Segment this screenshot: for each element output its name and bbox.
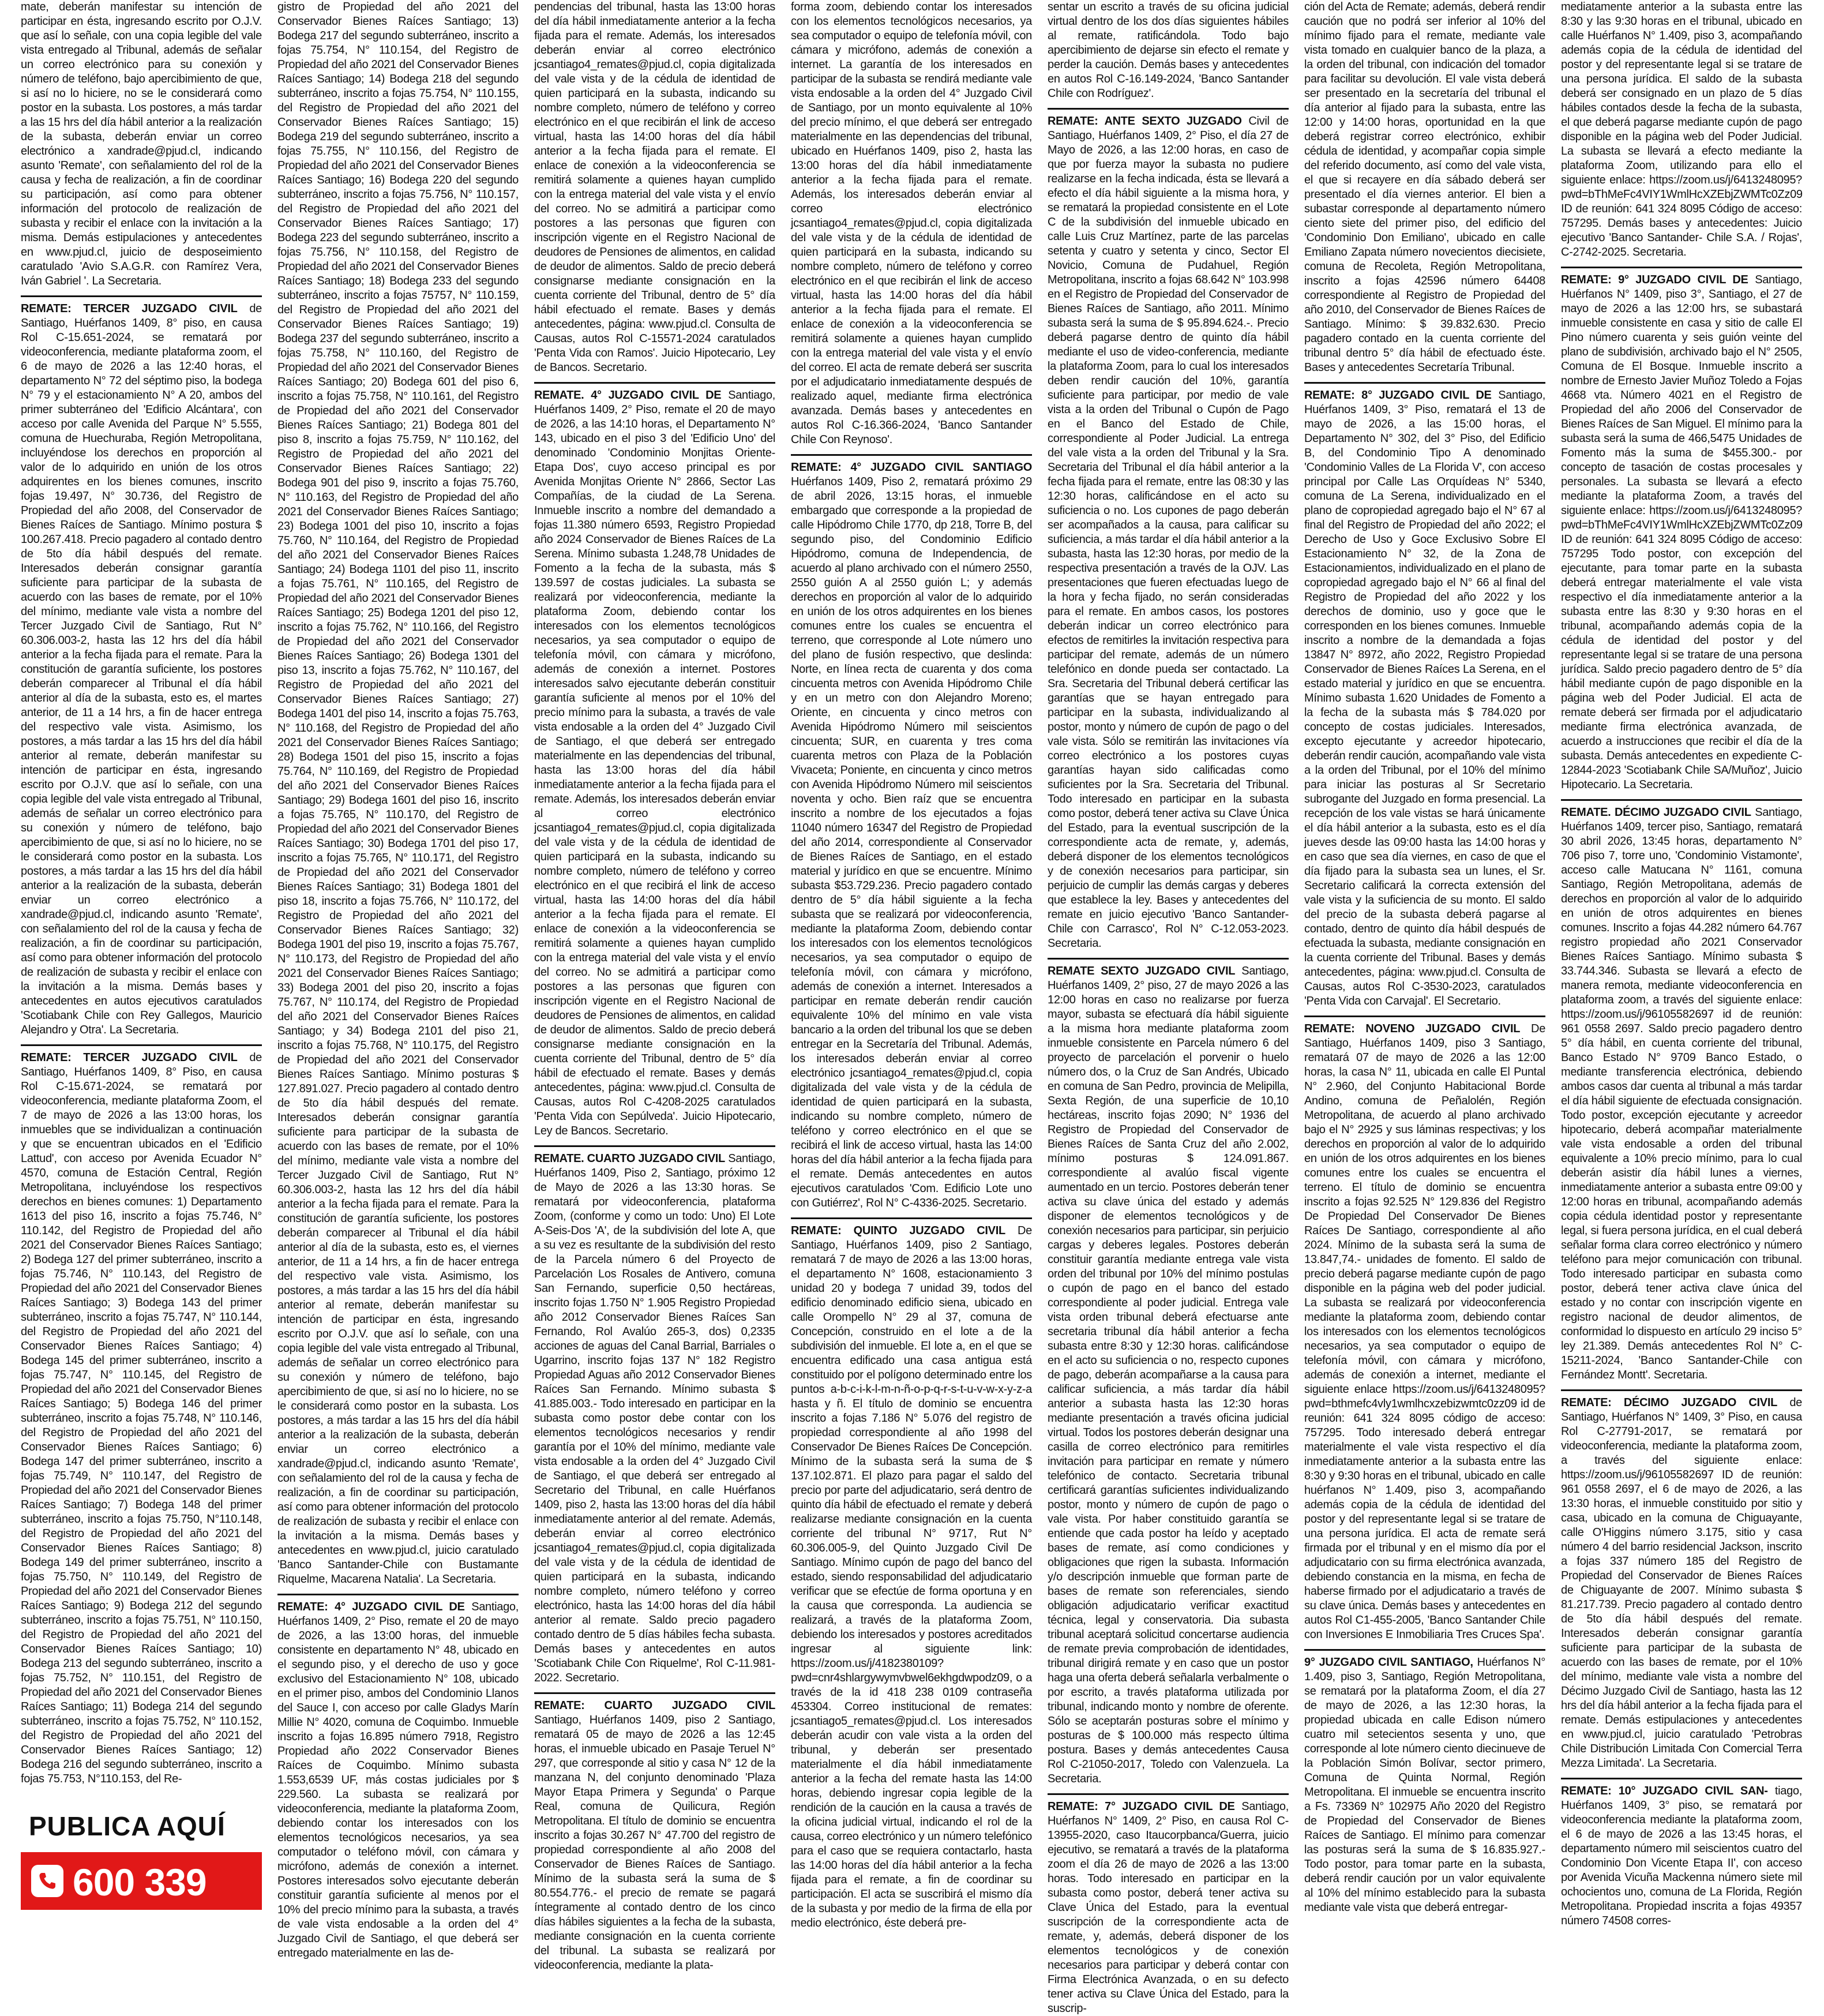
ad-heading: REMATE: TERCER JUZGADO CIVIL [21, 302, 238, 315]
ad-body: Santiago, Huérfanos 1409, piso 2 Santiago, rematará 05 de mayo de 2026 a las 12:45 horas, el inmueble ubicado en Pasaje Teruel N° 297, que corresponde al sitio y casa N° 12 de la manzana N, del conjunto denominado 'Plaza Mayor Etapa Primera y Segunda' o Parque Real, comuna de Quilicura, Región Metropolitana. El título de dominio se encuentra inscrito a fojas 30.267 N° 47.700 del registro de propiedad correspondiente al año 2008 del Conservador de Bienes Raíces de Santiago. Mínimo de la subasta será la suma de $ 80.554.776.- el precio de remate se pagará íntegramente al contado dentro de los cinco días hábiles siguientes a la fecha de la subasta, mediante consignación en la cuenta corriente del tribunal. La subasta se realizará por videoconferencia, mediante la plata- [534, 1714, 775, 1972]
ad-body: Santiago, Huérfanos 1409, 2° piso, 27 de mayo 2026 a las 12:00 horas en caso no realizarse por fuerza mayor, subasta se efectuará día hábil siguiente a la misma hora mediante plataforma zoom inmueble consistente en Parcela número 6 del proyecto de parcelación el porvenir o huelo número dos, o la Cruz de San Andrés, Ubicado en comuna de San Pedro, provincia de Melipilla, Sexta Región, de una superficie de 10,10 hectáreas, inscrito fojas 2090; N° 1936 del Registro de Propiedad del Conservador de Bienes Raíces de Santa Cruz del año 2.002, mínimo posturas $ 124.091.867. correspondiente al avalúo fiscal vigente aumentado en un tercio. Postores deberán tener activa su clave única del estado y además disponer de elementos tecnológicos y de conexión necesarios para participar, sin perjuicio cargas y deberes legales. Postores deberán constituir garantía mediante entrega vale vista orden del tribunal por 10% del mínimo postulas o cupón de pago en el banco del estado correspondiente al poder judicial. Entrega vale vista orden tribunal deberá efectuarse ante secretaria tribunal día hábil anterior a fecha subasta entre 8:30 y 12:30 horas. calificándose en el acto su suficiencia o no, respecto cupones de pago, deberán acompañarse a la causa para calificar suficiencia, a más tardar día hábil anterior a subasta hasta las 12:30 horas mediante presentación a través oficina judicial virtual. Todos los postores deberán designar una casilla de correo electrónico para remitirles invitación para participar en remate y número telefónico de contacto. Secretaria tribunal certificará garantías suficientes individualizando postor, monto y número de cupón de pago o vale vista. Por haber constituido garantía se entiende que cada postor ha leído y aceptado bases de remate, así como condiciones y obligaciones que rigen la subasta. Información y/o descripción inmueble que forman parte de bases de remate son referenciales, siendo obligación adjudicatario verificar exactitud técnica, legal y conservatoria. Dia subasta tribunal aceptará solicitud concertarse audiencia de remate previa comprobación de identidades, tribunal dirigirá remate y en caso que un postor haga una oferta deberá señalarla verbalmente o por escrito, a través plataforma utilizada por tribunal, indicando monto y nombre de oferente. Sólo se aceptarán posturas sobre el mínimo y posturas de $ 100.000 más respecto última postura. Bases y demás antecedentes Causa Rol C-21050-2017, Toledo con Valenzuela. La Secretaria. [1048, 965, 1289, 1785]
column-7 [1561, 0, 1802, 1931]
promo-phone-number[interactable]: 600 339 6000 [73, 1861, 207, 1947]
classified-ad [1048, 114, 1289, 951]
classified-ad [1048, 1800, 1289, 2016]
classified-ad [1561, 0, 1802, 260]
ad-divider [21, 1044, 262, 1046]
classified-ad [1304, 0, 1545, 375]
ad-divider [534, 1692, 775, 1694]
classified-ad [1048, 964, 1289, 1786]
ad-body: Santiago, Huérfanos 1409, 3° Piso, rematará el 13 de mayo de 2026, a las 15:00 horas, el Departamento N° 302, del 3° Piso, del Edificio B, del Condominio Tipo A denominado 'Condominio Valles de La Florida V', con acceso principal por Calle Las Orquídeas N° 5340, comuna de La Serena, individualizado en el plano de copropiedad agregado bajo el N° 67 al final del Registro de Propiedad del año 2022; el Derecho de Uso y Goce Exclusivo Sobre El Estacionamiento N° 32, de la Zona de Estacionamientos, individualizado en el plano de copropiedad agregado bajo el N° 66 al final del Registro de Propiedad del año 2022 y los derechos de dominio, uso y goce que le corresponden en los bienes comunes. Inmueble inscrito a nombre de la demandada a fojas 13847 N° 8972, año 2022, Registro Propiedad Conservador de Bienes Raíces La Serena, en el estado material y jurídico en que se encuentra. Mínimo subasta 1.620 Unidades de Fomento a la fecha de la subasta más $ 784.020 por concepto de costas judiciales. Interesados, excepto ejecutante y acreedor hipotecario, deberán rendir caución, acompañando vale vista a la orden del Tribunal, por el 10% del mínimo para iniciar las posturas al Sr Secretario subrogante del Juzgado en forma presencial. La recepción de los vale vistas se hará únicamente el día hábil anterior a la subasta, esto es el día jueves desde las 09:00 hasta las 14:00 horas y en caso que sea día viernes, en caso de que el día fijado para la subasta sea un lunes, el Sr. Secretario calificará la correcta extensión del vale vista y la suficiencia de su monto. El saldo del precio de la subasta deberá pagarse al contado, dentro de quinto día hábil después de efectuada la subasta, mediante consignación en la cuenta corriente del Tribunal. Bases y demás antecedentes, página: www.pjud.cl. Consulta de Causas, autos Rol C-3530-2023, caratulados 'Penta Vida con Carvajal'. El Secretario. [1304, 389, 1545, 1007]
ad-divider [534, 382, 775, 384]
classified-ad [534, 388, 775, 1138]
ad-divider [1048, 1793, 1289, 1795]
ad-heading: REMATE: ANTE SEXTO JUZGADO [1048, 115, 1242, 128]
ad-body: De Santiago, Huérfanos 1409, piso 2 Santiago, rematará 7 de mayo de 2026 a las 13:00 horas, el departamento N° 1608, estacionamiento 3 unidad 20 y bodega 7 unidad 39, todos del edificio denominado edificio siena, ubicado en calle Orompello N° 29 al 37, comuna de Concepción, construido en el lote a de la subdivisión del inmueble. El lote a, en el que se encuentra edificado una casa antigua está constituido por el polígono determinado entre los puntos a-b-c-i-k-l-m-n-ñ-o-p-q-r-s-t-u-v-w-x-y-z-a hasta y ñ. El título de dominio se encuentra inscrito a fojas 7.186 N° 5.076 del registro de propiedad correspondiente al año 1998 del Conservador De Bienes Raíces De Concepción. Mínimo de la subasta será la suma de $ 137.102.871. El plazo para pagar el saldo del precio por parte del adjudicatario, será dentro de quinto día hábil de efectuado el remate y deberá realizarse mediante consignación en la cuenta corriente del tribunal N° 9717, Rut N° 60.306.005-9, del Quinto Juzgado Civil De Santiago. Mínimo cupón de pago del banco del estado, siendo responsabilidad del adjudicatario verificar que se efectúe de forma oportuna y en la causa que corresponda. La audiencia se realizará, a través de la plataforma Zoom, debiendo los interesados y postores acreditados ingresar al siguiente link: https://zoom.us/j/4182380109?pwd=cnr4shlargywymvbwel6ekhgdwpodz09, o a través de la id 418 238 0109 contraseña 453304. Correo institucional de remates: jcsantiago5_remates@pjud.cl. Los interesados deberán acudir con vale vista a la orden del tribunal, y deberán ser presentado materialmente el día hábil inmediatamente anterior a la fecha del remate hasta las 14:00 horas, debiendo ingresar copia legible de la rendición de la caución en la causa a través de la oficina judicial virtual, indicando el rol de la causa, correo electrónico y un número telefónico para el caso que se requiera contactarlo, hasta las 14:00 horas del día hábil anterior a la fecha fijada para el remate, a fin de coordinar su participación. El acta se suscribirá el mismo día de la subasta y por medio de la firma de ella por medio electrónico, éste deberá pre- [791, 1224, 1032, 1929]
ad-body: de Santiago, Huérfanos 1409, 8° Piso, en causa Rol C-15.671-2024, se rematará por videoconferencia, mediante plataforma Zoom, el 7 de mayo de 2026 a las 13:00 horas, los inmuebles que se individualizan a continuación y que se encuentran ubicados en el 'Edificio Lattud', con acceso por Avenida Ecuador N° 4570, comuna de Estación Central, Región Metropolitana, incluyéndose los respectivos derechos en bienes comunes: 1) Departamento 1613 del piso 16, inscrito a fojas 75.746, N° 110.142, del Registro de Propiedad del año 2021 del Conservador Bienes Raíces Santiago; 2) Bodega 127 del primer subterráneo, inscrito a fojas 75.746, N° 110.143, del Registro de Propiedad del año 2021 del Conservador Bienes Raíces Santiago; 3) Bodega 143 del primer subterráneo, inscrito a fojas 75.747, N° 110.144, del Registro de Propiedad del año 2021 del Conservador Bienes Raíces Santiago; 4) Bodega 145 del primer subterráneo, inscrito a fojas 75.747, N° 110.145, del Registro de Propiedad del año 2021 del Conservador Bienes Raíces Santiago; 5) Bodega 146 del primer subterráneo, inscrito a fojas 75.748, N° 110.146, del Registro de Propiedad del año 2021 del Conservador Bienes Raíces Santiago; 6) Bodega 147 del primer subterráneo, inscrito a fojas 75.749, N° 110.147, del Registro de Propiedad del año 2021 del Conservador Bienes Raíces Santiago; 7) Bodega 148 del primer subterráneo, inscrito a fojas 75.750, N°110.148, del Registro de Propiedad del año 2021 del Conservador Bienes Raíces Santiago; 8) Bodega 149 del primer subterráneo, inscrito a fojas 75.750, N° 110.149, del Registro de Propiedad del año 2021 del Conservador Bienes Raíces Santiago; 9) Bodega 212 del segundo subterráneo, inscrito a fojas 75.751, N° 110.150, del Registro de Propiedad del año 2021 del Conservador Bienes Raíces Santiago; 10) Bodega 213 del segundo subterráneo, inscrito a fojas 75.752, N° 110.151, del Registro de Propiedad del año 2021 del Conservador Bienes Raíces Santiago; 11) Bodega 214 del segundo subterráneo, inscrito a fojas 75.752, N° 110.152, del Registro de Propiedad del año 2021 del Conservador Bienes Raíces Santiago; 12) Bodega 216 del segundo subterráneo, inscrito a fojas 75.753, N°110.153, del Re- [21, 1051, 262, 1785]
classified-ad [1048, 0, 1289, 101]
classified-ad [21, 0, 262, 288]
ad-divider [1048, 108, 1289, 110]
ad-divider [277, 1594, 519, 1595]
classified-ad [791, 460, 1032, 1211]
ad-divider [1304, 1016, 1545, 1017]
ad-divider [1304, 382, 1545, 384]
ad-body: Santiago, Huérfanos N° 1409, 2° Piso, en causa Rol C-13955-2020, caso Itaucorpbanca/Guerra, juicio ejecutivo, se rematará a través de la plataforma zoom el día 26 de mayo de 2026 a las 13:00 horas. Todo interesado en participar en la subasta como postor, deberá tener activa su Clave Única del Estado, para la eventual suscripción de la correspondiente acta de remate, y, además, deberá disponer de los elementos tecnológicos y de conexión necesarios para participar y deberá contar con Firma Electrónica Avanzada, o en su defecto tener activa su Clave Única del Estado, para la suscrip- [1048, 1800, 1289, 2015]
ad-divider [534, 1145, 775, 1147]
ad-body: Santiago, Huérfanos N° 1409, piso 3°, Santiago, el 27 de mayo de 2026 a las 12:00 hrs, se subastará inmueble consistente en casa y sitio de calle El Pino número cuarenta y seis guión veinte del plano de subdivisión, archivado bajo el N° 2505, Comuna de El Bosque. Inmueble inscrito a nombre de Ernesto Javier Muñoz Toledo a Fojas 4668 vta. Número 4021 en el Registro de Propiedad del año 2006 del Conservador de Bienes Raíces de San Miguel. El mínimo para la subasta será la suma de 466,5475 Unidades de Fomento más la suma de $455.300.- por concepto de tasación de costas procesales y personales. La subasta se llevará a efecto mediante la plataforma Zoom, a través del siguiente enlace: https://zoom.us/j/6413248095?pwd=bThMeFc4VIY1WmlHcXZEbjZWMTc0Zz09 ID de reunión: 641 324 8095 Código de acceso: 757295 Todo postor, con excepción del ejecutante, para tomar parte en la subasta deberá entregar materialmente el vale vista respectivo el día inmediatamente anterior a la subasta entre las 8:30 y 9:30 horas en el tribunal, acompañando además copia de la cédula de identidad del postor y del representante legal si se tratare de una persona jurídica. Saldo precio pagadero dentro de 5° día hábil mediante cupón de pago disponible en la página web del Poder Judicial. El acta de remate deberá ser firmada por el adjudicatario mediante firma electrónica avanzada, de acuerdo a instrucciones que recibir el día de la subasta. Demás antecedentes en expediente C-12844-2023 'Scotiabank Chile SA/Muñoz', Juicio Hipotecario. La Secretaria. [1561, 273, 1803, 791]
ad-body: forma zoom, debiendo contar los interesados con los elementos tecnológicos necesarios, ya sea computador o equipo de telefonía móvil, con cámara y micrófono, además de conexión a internet. La garantía de los interesados en participar de la subasta se rendirá mediante vale vista endosable a la orden del 4° Juzgado Civil de Santiago, por un monto equivalente al 10% del precio mínimo, el que deberá ser entregado materialmente en las dependencias del tribunal, ubicado en Huérfanos 1409, piso 2, hasta las 13:00 horas del día hábil inmediatamente anterior a la fecha fijada para el remate. Además, los interesados deberán enviar al correo electrónico jcsantiago4_remates@pjud.cl, copia digitalizada del vale vista y de la cédula de identidad de quien participará en la subasta, indicando su nombre completo, número de teléfono y correo electrónico en el que recibirán el link de acceso virtual, hasta las 14:00 horas del día hábil anterior a la fecha fijada para el remate. El enlace de conexión a la videoconferencia se remitirá solamente a quienes hayan cumplido con la entrega material del vale vista y el envío del correo. El acta de remate deberá ser suscrita por el adjudicatario inmediatamente después de realizado aquel, mediante firma electrónica avanzada. Demás bases y antecedentes en autos Rol C-16.366-2024, 'Banco Santander Chile Con Reynoso'. [791, 1, 1032, 446]
classified-ad [21, 302, 262, 1037]
column-2 [277, 0, 519, 1959]
ad-divider [1561, 799, 1802, 801]
ad-body: Santiago, Huérfanos 1409, Piso 2, Santiago, próximo 12 de Mayo de 2026 a las 13:30 horas. Se rematará por videoconferencia, plataforma Zoom, (conforme y como un todo: Uno) El Lote A-Seis-Dos 'A', de la subdivisión del lote A, que a su vez es resultante de la subdivisión del resto de la Parcela número 6 del Proyecto de Parcelación Los Rosales de Antivero, comuna San Fernando, superficie 0,50 hectáreas, inscrito fojas 1.750 N° 1.905 Registro Propiedad año 2012 Conservador Bienes Raíces San Fernando, Rol Avalúo 265-3, dos) 0,2335 acciones de aguas del Canal Barrial, Barriales o Ugarrino, inscrito fojas 137 N° 182 Registro Propiedad Aguas año 2012 Conservador Bienes Raíces San Fernando. Mínimo subasta $ 41.885.003.- Todo interesado en participar en la subasta como postor debe contar con los elementos tecnológicos necesarios y rendir garantía por el 10% del mínimo, mediante vale vista endosable a la orden del 4° Juzgado Civil de Santiago, el que deberá ser entregado al Secretario del Tribunal, en calle Huérfanos 1409, piso 2, hasta las 13:00 horas del día hábil inmediatamente anterior al del remate. Además, deberán enviar al correo electrónico jcsantiago4_remates@pjud.cl, copia digitalizada del vale vista y de la cédula de identidad de quien participará en la subasta, indicando nombre completo, número teléfono y correo electrónico, hasta las 14:00 horas del día hábil anterior al remate. Saldo precio pagadero contado dentro de 5 días hábiles fecha subasta. Demás bases y antecedentes en autos 'Scotiabank Chile Con Riquelme', Rol C-11.981-2022. Secretario. [534, 1152, 775, 1684]
classified-ad [1561, 805, 1802, 1382]
classified-ad [1304, 388, 1545, 1009]
classified-ad [277, 0, 519, 1587]
ad-heading: REMATE. CUARTO JUZGADO CIVIL [534, 1152, 725, 1165]
ad-heading: REMATE. 4° JUZGADO CIVIL DE [534, 389, 722, 402]
classified-ad [791, 1224, 1032, 1931]
classified-ad [21, 1051, 262, 1786]
ad-heading: REMATE. DÉCIMO JUZGADO CIVIL [1561, 806, 1751, 819]
column-6 [1304, 0, 1545, 1931]
classified-ad [277, 1600, 519, 1961]
ad-body: Santiago, Huérfanos 1409, 2° Piso, remate el 20 de mayo de 2026, a las 14:10 horas, el Departamento N° 143, ubicado en el piso 3 del 'Edificio Uno' del denominado 'Condominio Monjitas Oriente-Etapa Dos', cuyo acceso principal es por Avenida Monjitas Oriente N° 2866, Sector Las Compañías, de la ciudad de La Serena. Inmueble inscrito a nombre del demandado a fojas 11.380 número 6593, Registro Propiedad año 2024 Conservador de Bienes Raíces de La Serena. Mínimo subasta 1.248,78 Unidades de Fomento a la fecha de la subasta, más $ 139.597 de costas judiciales. La subasta se realizará por videoconferencia, mediante la plataforma Zoom, debiendo contar los interesados con los elementos tecnológicos necesarios, ya sea computador o equipo de telefonía móvil, con cámara y micrófono, además de conexión a internet. Postores interesados salvo ejecutante deberán constituir garantía suficiente al menos por el 10% del precio mínimo para la subasta, a través de vale vista endosable a la orden del 4° Juzgado Civil de Santiago, el que deberá ser entregado materialmente en las dependencias del tribunal, hasta las 13:00 horas del día hábil inmediatamente anterior a la fecha fijada para el remate. Además, los interesados deberán enviar al correo electrónico jcsantiago4_remates@pjud.cl, copia digitalizada del vale vista y de la cédula de identidad de quien participará en la subasta, indicando su nombre completo, número de teléfono y correo electrónico en el que recibirá el link de acceso virtual, hasta las 14:00 horas del día hábil anterior a la fecha fijada para el remate. El enlace de conexión a la videoconferencia se remitirá solamente a quienes hayan cumplido con la entrega material del vale vista y el envío del correo. No se admitirá a participar como postores a las personas que figuren con inscripción vigente en el Registro Nacional de deudores de Pensiones de alimentos, en calidad de deudor de alimentos. Saldo de precio deberá consignarse mediante consignación en la cuenta corriente del Tribunal, dentro de 5° día hábil de efectuado el remate. Bases y demás antecedentes, página: www.pjud.cl. Consulta de Causas, autos Rol C-4208-2025 caratulados 'Penta Vida con Sepúlveda'. Juicio Hipotecario, Ley de Bancos. Secretario. [534, 389, 775, 1137]
publish-here-ad[interactable] [21, 1805, 262, 1947]
ad-body: De Santiago, Huérfanos 1409, piso 3 Santiago, rematará 07 de mayo de 2026 a las 12:00 horas, la casa N° 11, ubicada en calle El Puntal N° 2.960, del Conjunto Habitacional Borde Andino, comuna de Peñalolén, Región Metropolitana, de acuerdo al plano archivado bajo el N° 2925 y sus láminas respectivas; y los derechos en proporción al valor de lo adquirido en unión de los otros adquirentes en los bienes comunes entre los cuales se encuentra el terreno. El título de dominio se encuentra inscrito a fojas 92.525 N° 129.836 del Registro De Propiedad Del Conservador De Bienes Raíces De Santiago, correspondiente al año 2024. Mínimo de la subasta será la suma de 13.847,74.- unidades de fomento. El saldo de precio deberá pagarse mediante cupón de pago disponible en la página web del poder judicial. La subasta se realizará por videoconferencia mediante la plataforma zoom, debiendo contar los interesados con los elementos tecnológicos necesarios, ya sea computador o equipo de telefonía móvil, con cámara y micrófono, además de conexión a internet, mediante el siguiente enlace https://zoom.us/j/6413248095?pwd=bthmefc4vly1wmlhcxzebizwmtc0zz09 id de reunión: 641 324 8095 código de acceso: 757295. Todo interesado deberá entregar materialmente el vale vista respectivo el día inmediatamente anterior a la subasta entre las 8:30 y 9:30 horas en el tribunal, ubicado en calle huérfanos N° 1.409, piso 3, acompañando además copia de la cédula de identidad del postor y del representante legal si se tratare de una persona jurídica. El acta de remate será firmada por el tribunal y en el mismo día por el adjudicatario con su firma electrónica avanzada, debiendo constancia en la misma, en fecha de haberse firmado por el adjudicatario a través de su clave única. Demás bases y antecedentes en autos Rol C1-455-2005, 'Banco Santander Chile con Inversiones E Inmobiliaria Tres Cruces Spa'. [1304, 1022, 1546, 1641]
ad-divider [1561, 267, 1802, 268]
classified-ad [1561, 1396, 1802, 1771]
ad-body: Santiago, Huérfanos 1409, 2° Piso, remate el 20 de mayo de 2026, a las 13:00 horas, del inmueble consistente en departamento N° 48, ubicado en el segundo piso, y el derecho de uso y goce exclusivo del Estacionamiento N° 108, ubicado en el primer piso, ambos del Condominio Llanos del Sauce I, con acceso por calle Gladys Marín Millie N° 4020, comuna de Coquimbo. Inmueble inscrito a fojas 16.895 número 7918, Registro Propiedad año 2022 Conservador Bienes Raíces de Coquimbo. Mínimo subasta 1.553,6539 UF, más costas judiciales por $ 229.560. La subasta se realizará por videoconferencia, mediante la plataforma Zoom, debiendo contar los interesados con los elementos tecnológicos necesarios, ya sea computador o teléfono móvil, con cámara y micrófono, además de conexión a internet. Postores interesados solvo ejecutante deberán constituir garantía suficiente al menos por el 10% del precio mínimo para la subasta, a través de vale vista endosable a la orden del 4° Juzgado Civil de Santiago, el que deberá ser entregado materialmente en las de- [277, 1601, 519, 1959]
ad-divider [21, 295, 262, 297]
ad-body: de Santiago, Huérfanos 1409, 8° piso, en causa Rol C-15.651-2024, se rematará por videoconferencia, mediante plataforma zoom, el 6 de mayo de 2026 a las 12:40 horas, el departamento N° 72 del séptimo piso, la bodega N° 79 y el estacionamiento N° A 20, ambos del primer subterráneo del 'Edificio Alcántara', con acceso por calle Avenida del Parque N° 5.555, comuna de Huechuraba, Región Metropolitana, incluyéndose los derechos en proporción al valor de lo adquirido en unión de los otros adquirentes en los bienes comunes, inscrito fojas 19.497, N° 30.736, del Registro de Propiedad del año 2008, del Conservador de Bienes Raíces de Santiago. Mínimo postura $ 100.267.418. Precio pagadero al contado dentro de 5to día hábil después del remate. Interesados deberán consignar garantía suficiente para participar de la subasta de acuerdo con las bases de remate, por el 10% del mínimo, mediante vale vista a nombre del Tercer Juzgado Civil de Santiago, Rut N° 60.306.003-2, hasta las 12 hrs del día hábil anterior a la fecha fijada para el remate. Para la constitución de garantía suficiente, los postores deberán comparecer al Tribunal el día hábil anterior al día de la subasta, esto es, el martes anterior, de 11 a 14 hrs, a fin de hacer entrega del respectivo vale vista. Asimismo, los postores, a más tardar a las 15 hrs del día hábil anterior al remate, deberán manifestar su intención de participar en ésta, ingresando escrito por O.J.V. que así lo señale, con una copia legible del vale vista entregado al Tribunal, además de señalar un correo electrónico para su conexión y número de teléfono, bajo apercibimiento de que, si así no lo hiciere, no se le considerará como postor en la subasta. Los postores, a más tardar a las 15 hrs del día hábil anterior a la realización de la subasta, deberán enviar un correo electrónico a xandrade@pjud.cl, indicando asunto 'Remate', con señalamiento del rol de la causa y fecha de realización, a fin de coordinar su participación, así como para obtener información del protocolo de realización de subasta y recibir el enlace con la invitación a la misma. Demás bases y antecedentes en autos ejecutivos caratulados 'Scotiabank Chile con Rey Gallegos, Mauricio Alejandro y Otra'. La Secretaria. [21, 302, 262, 1036]
ad-divider [1561, 1389, 1802, 1391]
classified-ad [1304, 1022, 1545, 1642]
ad-heading: REMATE: CUARTO JUZGADO CIVIL [534, 1699, 775, 1712]
classified-ad [534, 1152, 775, 1685]
ad-body: Santiago, Huérfanos 1409, tercer piso, Santiago, rematará 30 abril 2026, 13:45 horas, departamento N° 706 piso 7, torre uno, 'Condominio Vistamonte', acceso calle Matucana N° 1161, comuna Santiago, Región Metropolitana, además de derechos en proporción al valor de lo adquirido en unión de otros adquirentes en bienes comunes. Inscrito a fojas 44.282 número 64.767 registro propiedad año 2021 Conservador Bienes Raíces Santiago. Mínimo subasta $ 33.744.346. Subasta se llevará a efecto de manera remota, mediante videoconferencia en plataforma zoom, a través del siguiente enlace: https://zoom.us/j/96105582697 id de reunión: 961 0558 2697. Saldo precio pagadero dentro 5° día hábil, en cuenta corriente del tribunal, Banco Estado N° 9709 Banco Estado, o mediante transferencia electrónica, debiendo ambos casos dar cuenta al tribunal a más tardar el día hábil siguiente de efectuada consignación. Todo postor, excepción ejecutante y acreedor hipotecario, deberá acompañar materialmente vale vista endosable a orden del tribunal equivalente a 10% precio mínimo, para lo cual deberán asistir día hábil lunes a viernes, inmediatamente anterior a subasta entre 09:00 y 12:00 horas en tribunal, acompañando además copia cédula identidad postor y representante legal, si fuera persona jurídica, en el cual deberá señalar forma clara correo electrónico y número teléfono para mejor comunicación con tribunal. Todo interesado participar en subasta como postor, deberá tener activa clave única del estado y no contar con inscripción vigente en registro nacional de deudor alimentos, de conformidad lo dispuesto en artículo 29 inciso 5° ley 21.389. Demás antecedentes Rol N° C-15211-2024, 'Banco Santander-Chile con Fernández Montt'. Secretaria. [1561, 806, 1802, 1381]
phone-icon [31, 1865, 63, 1897]
ad-heading: REMATE: NOVENO JUZGADO CIVIL [1304, 1022, 1521, 1035]
ad-heading: REMATE: 10° JUZGADO CIVIL SAN- [1561, 1785, 1768, 1797]
ad-divider [791, 454, 1032, 456]
promo-phone-bar[interactable] [21, 1852, 262, 1947]
ad-body: de Santiago, Huérfanos N° 1409, 3° Piso, en causa Rol C-27791-2017, se rematará por videoconferencia, mediante la plataforma zoom, a través del siguiente enlace: https://zoom.us/j/96105582697 ID de reunión: 961 0558 2697, el 6 de mayo de 2026, a las 13:30 horas, el inmueble constituido por sitio y casa, ubicado en la comuna de Chiguayante, calle O'Higgins número 3.175, sitio y casa número 4 del barrio residencial Jackson, inscrito a fojas 337 número 185 del Registro de Propiedad del Conservador de Bienes Raíces de Chiguayante de 2007. Mínimo subasta $ 81.217.739. Precio pagadero al contado dentro de 5to día hábil después del remate. Interesados deberán consignar garantía suficiente para participar de la subasta de acuerdo con las bases de remate, por el 10% del mínimo, mediante vale vista a nombre del Décimo Juzgado Civil de Santiago, hasta las 12 hrs del día hábil anterior a la fecha fijada para el remate. Demás estipulaciones y antecedentes en www.pjud.cl, juicio caratulado 'Petrobras Chile Distribución Limitada Con Comercial Terra Mezza Limitada'. La Secretaria. [1561, 1396, 1802, 1770]
ad-body: mediatamente anterior a la subasta entre las 8:30 y las 9:30 horas en el tribunal, ubicado en calle Huérfanos N° 1.409, piso 3, acompañando además copia de la cédula de identidad del postor y del representante legal si se tratare de una persona jurídica. El saldo de la subasta deberá ser consignado en un plazo de 5 días hábiles contados desde la fecha de la subasta, el que deberá pagarse mediante cupón de pago disponible en la página web del Poder Judicial. La subasta se llevará a efecto mediante la plataforma Zoom, utilizando para ello el siguiente enlace: https://zoom.us/j/6413248095?pwd=bThMeFc4VIY1WmlHcXZEbjZWMTc0Zz09 ID de reunión: 641 324 8095 Código de acceso: 757295. Demás bases y antecedentes: Juicio ejecutivo 'Banco Santander- Chile S.A. / Rojas', C-2742-2025. Secretaria. [1561, 1, 1803, 258]
ad-body: Civil de Santiago, Huérfanos 1409, 2° Piso, el día 27 de Mayo de 2026, a las 12:00 horas, en caso de que por fuerza mayor la subasta no pudiere realizarse en la fecha indicada, ésta se llevará a efecto el día hábil siguiente a la misma hora, y se rematará la propiedad consistente en el Lote C de la subdivisión del inmueble ubicado en calle Luis Cruz Martínez, parte de las parcelas setenta y cuatro y setenta y cinco, Sector El Novicio, Comuna de Pudahuel, Región Metropolitana, inscrito a fojas 68.642 N° 103.998 en el Registro de Propiedad del Conservador de Bienes Raíces de Santiago, año 2011. Mínimo subasta será la suma de $ 95.894.624.-. Precio deberá pagarse dentro de quinto día hábil mediante el uso de video-conferencia, mediante la plataforma Zoom, para lo cual los interesados deben rendir caución del 10%, garantía suficiente para participar, por medio de vale vista a la orden del Tribunal o Cupón de Pago en el Banco del Estado de Chile, correspondiente al Poder Judicial. La entrega del vale vista a la orden del Tribunal y la Sra. Secretaria del Tribunal el día hábil anterior a la fecha fijada para el remate, entre las 08:30 y las 12:30 horas, calificándose en el acto su suficiencia o no. Los cupones de pago deberán ser acompañados a la causa, para calificar su suficiencia, a más tardar el día hábil anterior a la subasta, hasta las 12:30 horas, por medio de la respectiva presentación a través de la OJV. Las presentaciones que fueren efectuadas luego de la hora y fecha fijado, no serán consideradas para el remate. En ambos casos, los postores deberán indicar un correo electrónico para efectos de remitirles la invitación respectiva para participar del remate, además de un número telefónico en donde pueda ser contactado. La Sra. Secretaria del Tribunal deberá certificar las garantías que se hayan entregado para participar en la subasta, individualizando al postor, monto y número de cupón de pago o del vale vista. Sólo se remitirán las invitaciones vía correo electrónico a los postores cuyas garantías hayan sido calificadas como suficientes por la Sra. Secretaria del Tribunal. Todo interesado en participar en la subasta como postor, deberá tener activa su Clave Única del Estado, para la eventual suscripción de la correspondiente acta de remate, y, además, deberá disponer de los elementos tecnológicos y de conexión necesarios para participar, sin perjuicio de cumplir las demás cargas y deberes que establece la ley. Bases y antecedentes del remate en juicio ejecutivo 'Banco Santander-Chile con Carrasco', Rol N° C-12.053-2023. Secretaria. [1048, 115, 1289, 950]
ad-heading: REMATE: QUINTO JUZGADO CIVIL [791, 1224, 1005, 1237]
ad-body: gistro de Propiedad del año 2021 del Conservador Bienes Raíces Santiago; 13) Bodega 217 del segundo subterráneo, inscrito a fojas 75.754, N° 110.154, del Registro de Propiedad del año 2021 del Conservador Bienes Raíces Santiago; 14) Bodega 218 del segundo subterráneo, inscrito a fojas 75.754, N° 110.155, del Registro de Propiedad del año 2021 del Conservador Bienes Raíces Santiago; 15) Bodega 219 del segundo subterráneo, inscrito a fojas 75.755, N° 110.156, del Registro de Propiedad del año 2021 del Conservador Bienes Raíces Santiago; 16) Bodega 220 del segundo subterráneo, inscrito a fojas 75.756, N° 110.157, del Registro de Propiedad del año 2021 del Conservador Bienes Raíces Santiago; 17) Bodega 223 del segundo subterráneo, inscrito a fojas 75.756, N° 110.158, del Registro de Propiedad del año 2021 del Conservador Bienes Raíces Santiago; 18) Bodega 233 del segundo subterráneo, inscrito a fojas 75757, N° 110.159, del Registro de Propiedad del año 2021 del Conservador Bienes Raíces Santiago; 19) Bodega 237 del segundo subterráneo, inscrito a fojas 75.758, N° 110.160, del Registro de Propiedad del año 2021 del Conservador Bienes Raíces Santiago; 20) Bodega 601 del piso 6, inscrito a fojas 75.758, N° 110.161, del Registro de Propiedad del año 2021 del Conservador Bienes Raíces Santiago; 21) Bodega 801 del piso 8, inscrito a fojas 75.759, N° 110.162, del Registro de Propiedad del año 2021 del Conservador Bienes Raíces Santiago; 22) Bodega 901 del piso 9, inscrito a fojas 75.760, N° 110.163, del Registro de Propiedad del año 2021 del Conservador Bienes Raíces Santiago; 23) Bodega 1001 del piso 10, inscrito a fojas 75.760, N° 110.164, del Registro de Propiedad del año 2021 del Conservador Bienes Raíces Santiago; 24) Bodega 1101 del piso 11, inscrito a fojas 75.761, N° 110.165, del Registro de Propiedad del año 2021 del Conservador Bienes Raíces Santiago; 25) Bodega 1201 del piso 12, inscrito a fojas 75.762, N° 110.166, del Registro de Propiedad del año 2021 del Conservador Bienes Raíces Santiago; 26) Bodega 1301 del piso 13, inscrito a fojas 75.762, N° 110.167, del Registro de Propiedad del año 2021 del Conservador Bienes Raíces Santiago; 27) Bodega 1401 del piso 14, inscrito a fojas 75.763, N° 110.168, del Registro de Propiedad del año 2021 del Conservador Bienes Raíces Santiago; 28) Bodega 1501 del piso 15, inscrito a fojas 75.764, N° 110.169, del Registro de Propiedad del año 2021 del Conservador Bienes Raíces Santiago; 29) Bodega 1601 del piso 16, inscrito a fojas 75.765, N° 110.170, del Registro de Propiedad del año 2021 del Conservador Bienes Raíces Santiago; 30) Bodega 1701 del piso 17, inscrito a fojas 75.765, N° 110.171, del Registro de Propiedad del año 2021 del Conservador Bienes Raíces Santiago; 31) Bodega 1801 del piso 18, inscrito a fojas 75.766, N° 110.172, del Registro de Propiedad del año 2021 del Conservador Bienes Raíces Santiago; 32) Bodega 1901 del piso 19, inscrito a fojas 75.767, N° 110.173, del Registro de Propiedad del año 2021 del Conservador Bienes Raíces Santiago; 33) Bodega 2001 del piso 20, inscrito a fojas 75.767, N° 110.174, del Registro de Propiedad del año 2021 del Conservador Bienes Raíces Santiago; y 34) Bodega 2101 del piso 21, inscrito a fojas 75.768, N° 110.175, del Registro de Propiedad del año 2021 del Conservador Bienes Raíces Santiago. Mínimo posturas $ 127.891.027. Precio pagadero al contado dentro de 5to día hábil después del remate. Interesados deberán consignar garantía suficiente para participar de la subasta de acuerdo con las bases de remate, por el 10% del mínimo, mediante vale vista a nombre del Tercer Juzgado Civil de Santiago, Rut N° 60.306.003-2, hasta las 12 hrs del día hábil anterior a la fecha fijada para el remate. Para la constitución de garantía suficiente, los postores deberán comparecer al Tribunal el día hábil anterior al día de la subasta, esto es, el viernes anterior, de 11 a 14 hrs, a fin de hacer entrega del respectivo vale vista. Asimismo, los postores, a más tardar a las 15 hrs del día hábil anterior al remate, deberán manifestar su intención de participar en ésta, ingresando escrito por O.J.V. que así lo señale, con una copia legible del vale vista entregado al Tribunal, además de señalar un correo electrónico para su conexión y número de teléfono, bajo apercibimiento de que, si así no lo hiciere, no se le considerará como postor en la subasta. Los postores, a más tardar a las 15 hrs del día hábil anterior a la realización de la subasta, deberán enviar un correo electrónico a xandrade@pjud.cl, indicando asunto 'Remate', con señalamiento del rol de la causa y fecha de realización, a fin de coordinar su participación, así como para obtener información del protocolo de realización de subasta y recibir el enlace con la invitación a la misma. Demás bases y antecedentes en www.pjud.cl, juicio caratulado 'Banco Santander-Chile con Bustamante Riquelme, Macarena Natalia'. La Secretaria. [277, 1, 519, 1586]
promo-title: PUBLICA AQUÍ [29, 1811, 226, 1841]
ad-heading: REMATE: TERCER JUZGADO CIVIL [21, 1051, 238, 1064]
ad-heading: REMATE: 9° JUZGADO CIVIL DE [1561, 273, 1748, 286]
ad-divider [1561, 1778, 1802, 1779]
ad-body: Huérfanos 1409, Piso 2, rematará próximo 29 de abril 2026, 13:15 horas, el inmueble embargado que corresponde a la propiedad de calle Hipódromo Chile 1770, dp 218, Torre B, del segundo piso, del Condominio Edificio Hipódromo, comuna de Independencia, de acuerdo al plano archivado con el número 2550, 2550 guión A al 2550 guión L; y además derechos en proporción al valor de lo adquirido en unión de los otros adquirentes en los bienes comunes entre los cuales se encuentra el terreno, que corresponde al Lote número uno del plano de fusión respectivo, que deslinda: Norte, en línea recta de cuarenta y dos coma cincuenta metros con Avenida Hipódromo Chile y en un metro con don Alejandro Moreno; Oriente, en cincuenta y cinco metros con Avenida Hipódromo Número mil seiscientos cincuenta; SUR, en cuarenta y tres coma cuarenta metros con Plaza de la Población Vivaceta; Poniente, en cincuenta y cinco metros con Avenida Hipódromo Número mil seiscientos noventa y ocho. Bien raíz que se encuentra inscrito a nombre de los ejecutados a fojas 11040 número 16347 del Registro de Propiedad del año 2014, correspondiente al Conservador de Bienes Raíces de Santiago, en el estado material y jurídico en que se encuentre. Mínimo subasta $53.729.236. Precio pagadero contado dentro de 5° día hábil siguiente a la fecha subasta que se realizará por videoconferencia, mediante la plataforma Zoom, debiendo contar los interesados con los elementos tecnológicos necesarios, ya sea computador o equipo de telefonía móvil, con cámara y micrófono, además de conexión a internet. Interesados a participar en remate deberán rendir caución equivalente 10% del mínimo en vale vista bancario a la orden del tribunal los que se deben entregar en la Secretaría del Tribunal. Además, los interesados deberán enviar al correo electrónico jcsantiago4_remates@pjud.cl, copia digitalizada del vale vista y de la cédula de identidad de quien participará en la subasta, indicando su nombre completo, número de teléfono y correo electrónico en el que se recibirá el link de acceso virtual, hasta las 14:00 horas del día hábil anterior a la fecha fijada para el remate. Demás antecedentes en autos ejecutivos caratulados 'Com. Edificio Lote uno con Gutiérrez', Rol N° C-4336-2025. Secretario. [791, 475, 1032, 1209]
classified-ad [534, 0, 775, 375]
classified-ad [534, 1699, 775, 1973]
column-3 [534, 0, 775, 1972]
ad-body: pendencias del tribunal, hasta las 13:00 horas del día hábil inmediatamente anterior a la fecha fijada para el remate. Además, los interesados deberán enviar al correo electrónico jcsantiago4_remates@pjud.cl, copia digitalizada del vale vista y de la cédula de identidad de quien participará en la subasta, indicando su nombre completo, número de teléfono y correo electrónico en el que recibirán el link de acceso virtual, hasta las 14:00 horas del día hábil anterior a la fecha fijada para el remate. El enlace de conexión a la videoconferencia se remitirá solamente a quienes hayan cumplido con la entrega material del vale vista y el envío del correo. No se admitirá a participar como postores a las personas que figuren con inscripción vigente en el Registro Nacional de deudores de Pensiones de alimentos, en calidad de deudor de alimentos. Saldo de precio deberá consignarse mediante consignación en la cuenta corriente del Tribunal, dentro de 5° día hábil efectuado el remate. Bases y demás antecedentes, página: www.pjud.cl. Consulta de Causas, autos Rol C-15571-2024 caratulados 'Penta Vida con Ramos'. Juicio Hipotecario, Ley de Bancos. Secretario. [534, 1, 775, 374]
classified-ad [1561, 273, 1802, 792]
ad-body: mate, deberán manifestar su intención de participar en ésta, ingresando escrito por O.J.V. que así lo señale, con una copia legible del vale vista entregado al Tribunal, además de señalar un correo electrónico para su conexión y número de teléfono, bajo apercibimiento de que, si así no lo hiciere, no se le considerará como postor en la subasta. Los postores, a más tardar a las 15 hrs del día hábil anterior a la realización de la subasta, deberán enviar un correo electrónico a xandrade@pjud.cl, indicando asunto 'Remate', con señalamiento del rol de la causa y fecha de realización, a fin de coordinar su participación, así como para obtener información del protocolo de realización de subasta y recibir el enlace con la invitación a la misma. Demás estipulaciones y antecedentes en www.pjud.cl, juicio de desposeimiento caratulado 'Avio S.A.G.R. con Ramírez Vera, Iván Gabriel '. La Secretaria. [21, 1, 262, 287]
ad-divider [1304, 1649, 1545, 1651]
ad-heading: REMATE: 4° JUZGADO CIVIL DE [277, 1601, 465, 1613]
ad-divider [1048, 958, 1289, 960]
ad-body: ción del Acta de Remate; además, deberá rendir caución que no podrá ser inferior al 10% del mínimo fijado para el remate, mediante vale vista tomado en cualquier banco de la plaza, a la orden del tribunal, con indicación del tomador para facilitar su devolución. El vale vista deberá ser presentado en la secretaría del tribunal el día anterior al fijado para la subasta, entre las 12:00 y 14:00 horas, oportunidad en la que deberá registrar correo electrónico, exhibir cédula de identidad, y acompañar copia simple del referido documento, así como del vale vista, el que si recayere en día sábado deberá ser presentado el día viernes anterior. El bien a subastar corresponde al departamento número ciento siete del primer piso, del edificio del 'Condominio Don Emiliano', ubicado en calle Emiliano Zapata número novecientos diecisiete, comuna de Recoleta, Región Metropolitana, inscrito a fojas 42596 número 64408 correspondiente al Registro de Propiedad del año 2010, del Conservador de Bienes Raíces de Santiago. Mínimo: $ 39.832.630. Precio pagadero contado en la cuenta corriente del tribunal dentro 5° día hábil de efectuado éste. Bases y antecedentes Secretaría Tribunal. [1304, 1, 1545, 374]
ad-heading: REMATE: 7° JUZGADO CIVIL DE [1048, 1800, 1235, 1813]
ad-body: tiago, Huérfanos 1409, 3° piso, se rematará por videoconferencia mediante la plataforma zoom, el 6 de mayo de 2026 a las 13:45 horas, el departamento número mil seiscientos cuatro del Condominio Don Vicente Etapa II', con acceso por Avenida Vicuña Mackenna número siete mil ochocientos uno, comuna de La Florida, Región Metropolitana. Propiedad inscrita a fojas 49357 número 74508 corres- [1561, 1785, 1802, 1927]
ad-divider [791, 1217, 1032, 1219]
ad-heading: REMATE: 4° JUZGADO CIVIL SANTIAGO [791, 461, 1032, 474]
classified-ad [1561, 1784, 1802, 1928]
ad-heading: REMATE SEXTO JUZGADO CIVIL [1048, 965, 1236, 977]
column-1 [21, 0, 262, 1931]
column-4 [791, 0, 1032, 1931]
column-5 [1048, 0, 1289, 2015]
ad-heading: 9° JUZGADO CIVIL SANTIAGO, [1304, 1656, 1473, 1669]
ad-body: sentar un escrito a través de su oficina judicial virtual dentro de los dos días siguientes hábiles al remate, ratificándola. Todo bajo apercibimiento de dejarse sin efecto el remate y perder la caución. Demás bases y antecedentes en autos Rol C-16.149-2024, 'Banco Santander Chile con Rodríguez'. [1048, 1, 1289, 100]
ad-body: Huérfanos N° 1.409, piso 3, Santiago, Región Metropolitana, se rematará por la plataforma Zoom, el día 27 de mayo de 2026, a las 12:30 horas, la propiedad ubicada en calle Edison número cuatro mil setecientos sesenta y uno, que corresponde al lote número ciento diecinueve de la Población Simón Bolívar, sector primero, Comuna de Quinta Normal, Región Metropolitana. El inmueble se encuentra inscrito a Fs. 73369 N° 102975 Año 2020 del Registro de Propiedad del Conservador de Bienes Raíces de Santiago. El mínimo para comenzar las posturas será la suma de $ 16.835.927.- Todo postor, para tomar parte en la subasta, deberá rendir caución por un valor equivalente al 10% del mínimo establecido para la subasta mediante vale vista que deberá entregar- [1304, 1656, 1545, 1914]
classifieds-page [21, 0, 1803, 2015]
classified-ad [791, 0, 1032, 447]
ad-heading: REMATE: 8° JUZGADO CIVIL DE [1304, 389, 1492, 402]
classified-ad [1304, 1655, 1545, 1915]
ad-heading: REMATE: DÉCIMO JUZGADO CIVIL [1561, 1396, 1777, 1409]
